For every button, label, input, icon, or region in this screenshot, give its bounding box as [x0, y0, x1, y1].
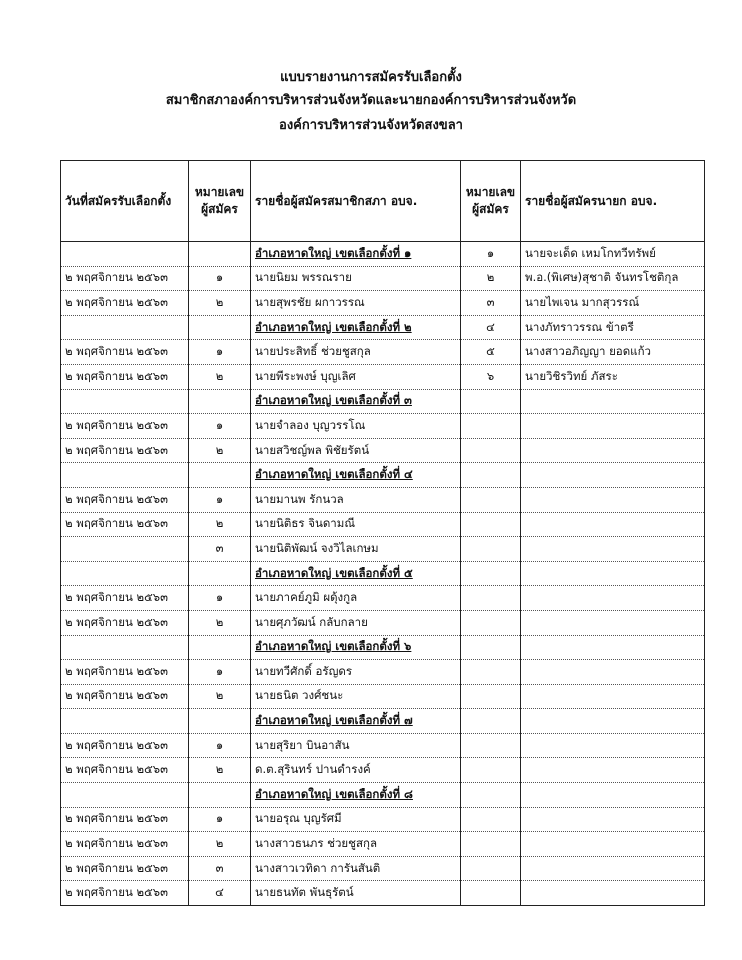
mayor-number-cell	[461, 733, 521, 758]
registration-date-cell	[61, 463, 189, 488]
district-heading-cell: อำเภอหาดใหญ่ เขตเลือกตั้งที่ ๕	[251, 561, 461, 586]
council-candidate-name-cell: นายนิยม พรรณราย	[251, 266, 461, 291]
council-candidate-name-cell: นายภาคย์ภูมิ ผดุ้งกูล	[251, 586, 461, 611]
mayor-candidate-name-cell	[521, 463, 705, 488]
registration-date-cell: ๒ พฤศจิกายน ๒๕๖๓	[61, 586, 189, 611]
council-number-cell: ๑	[189, 586, 251, 611]
header-council-candidates: รายชื่อผู้สมัครสมาชิกสภา อบจ.	[251, 161, 461, 242]
council-candidate-name-cell: นายนิติพัฒน์ จงวิไลเกษม	[251, 537, 461, 562]
registration-date-cell	[61, 315, 189, 340]
district-heading-cell: อำเภอหาดใหญ่ เขตเลือกตั้งที่ ๓	[251, 389, 461, 414]
mayor-candidate-name-cell	[521, 414, 705, 439]
district-heading-row	[61, 783, 705, 808]
mayor-number-cell	[461, 537, 521, 562]
mayor-number-cell	[461, 660, 521, 685]
header-council-candidate-number	[189, 161, 251, 242]
council-candidate-name-cell: นางสาวธนภร ช่วยชูสกุล	[251, 832, 461, 857]
district-heading-row	[61, 389, 705, 414]
council-number-cell: ๒	[189, 364, 251, 389]
mayor-candidate-name-cell	[521, 709, 705, 734]
council-number-cell	[189, 561, 251, 586]
registration-date-cell: ๒ พฤศจิกายน ๒๕๖๓	[61, 758, 189, 783]
mayor-candidate-name-cell: นางสาวอภิญญา ยอดแก้ว	[521, 340, 705, 365]
registration-date-cell: ๒ พฤศจิกายน ๒๕๖๓	[61, 438, 189, 463]
mayor-candidate-name-cell	[521, 512, 705, 537]
registration-date-cell: ๒ พฤศจิกายน ๒๕๖๓	[61, 487, 189, 512]
district-heading-cell: อำเภอหาดใหญ่ เขตเลือกตั้งที่ ๒	[251, 315, 461, 340]
council-number-cell: ๔	[189, 881, 251, 906]
mayor-number-cell	[461, 709, 521, 734]
council-number-cell: ๒	[189, 512, 251, 537]
mayor-candidate-name-cell	[521, 856, 705, 881]
mayor-number-cell	[461, 610, 521, 635]
table-row	[61, 291, 705, 316]
council-candidate-name-cell: นายธนทัต พันธุรัตน์	[251, 881, 461, 906]
district-heading-cell: อำเภอหาดใหญ่ เขตเลือกตั้งที่ ๖	[251, 635, 461, 660]
council-number-cell: ๑	[189, 340, 251, 365]
district-heading-cell: อำเภอหาดใหญ่ เขตเลือกตั้งที่ ๑	[251, 242, 461, 267]
council-number-cell	[189, 709, 251, 734]
mayor-number-cell	[461, 783, 521, 808]
council-number-cell: ๑	[189, 733, 251, 758]
header-mayor-candidate-number	[461, 161, 521, 242]
council-number-cell: ๑	[189, 660, 251, 685]
registration-date-cell: ๒ พฤศจิกายน ๒๕๖๓	[61, 684, 189, 709]
council-candidate-name-cell: นายศุภวัฒน์ กลับกลาย	[251, 610, 461, 635]
mayor-number-cell	[461, 807, 521, 832]
council-number-cell	[189, 635, 251, 660]
council-number-cell	[189, 242, 251, 267]
table-row	[61, 684, 705, 709]
council-candidate-name-cell: นายอรุณ บุญรัศมี	[251, 807, 461, 832]
council-number-cell	[189, 389, 251, 414]
mayor-number-cell	[461, 832, 521, 857]
table-row	[61, 266, 705, 291]
council-candidate-name-cell: นายพีระพงษ์ บุญเลิศ	[251, 364, 461, 389]
council-candidate-name-cell: นายทวีศักดิ์ อรัญดร	[251, 660, 461, 685]
mayor-candidate-name-cell	[521, 561, 705, 586]
registration-date-cell: ๒ พฤศจิกายน ๒๕๖๓	[61, 610, 189, 635]
table-row	[61, 881, 705, 906]
registration-date-cell	[61, 561, 189, 586]
report-subtitle: สมาชิกสภาองค์การบริหารส่วนจังหวัดและนายกองค์การบริหารส่วนจังหวัด	[165, 93, 577, 108]
registration-date-cell: ๒ พฤศจิกายน ๒๕๖๓	[61, 660, 189, 685]
header-number-label: หมายเลข	[465, 185, 516, 199]
mayor-number-cell	[461, 881, 521, 906]
mayor-candidate-name-cell	[521, 758, 705, 783]
table-row	[61, 660, 705, 685]
council-number-cell	[189, 315, 251, 340]
council-candidate-name-cell: นายประสิทธิ์ ช่วยชูสกุล	[251, 340, 461, 365]
council-number-cell: ๒	[189, 610, 251, 635]
mayor-candidate-name-cell	[521, 537, 705, 562]
council-number-cell: ๒	[189, 832, 251, 857]
table-row	[61, 586, 705, 611]
header-candidate-label: ผู้สมัคร	[201, 202, 238, 216]
mayor-candidate-name-cell	[521, 610, 705, 635]
district-heading-row	[61, 561, 705, 586]
council-candidate-name-cell: นายสวิชญ์พล พิชัยรัตน์	[251, 438, 461, 463]
council-number-cell	[189, 463, 251, 488]
mayor-candidate-name-cell	[521, 881, 705, 906]
mayor-candidate-name-cell	[521, 487, 705, 512]
table-row	[61, 733, 705, 758]
table-row	[61, 438, 705, 463]
mayor-candidate-name-cell	[521, 660, 705, 685]
registration-date-cell: ๒ พฤศจิกายน ๒๕๖๓	[61, 340, 189, 365]
council-number-cell	[189, 783, 251, 808]
mayor-number-cell: ๒	[461, 266, 521, 291]
mayor-number-cell	[461, 389, 521, 414]
header-candidate-label: ผู้สมัคร	[472, 202, 509, 216]
registration-date-cell	[61, 242, 189, 267]
organization-name: องค์การบริหารส่วนจังหวัดสงขลา	[279, 118, 463, 133]
table-row	[61, 856, 705, 881]
table-row	[61, 807, 705, 832]
mayor-candidate-name-cell: พ.อ.(พิเศษ)สุชาติ จันทรโชติกุล	[521, 266, 705, 291]
report-title: แบบรายงานการสมัครรับเลือกตั้ง	[280, 70, 462, 85]
mayor-candidate-name-cell	[521, 733, 705, 758]
registration-date-cell	[61, 635, 189, 660]
mayor-candidate-name-cell	[521, 807, 705, 832]
council-number-cell: ๓	[189, 537, 251, 562]
registration-date-cell: ๒ พฤศจิกายน ๒๕๖๓	[61, 364, 189, 389]
registration-date-cell	[61, 389, 189, 414]
district-heading-cell: อำเภอหาดใหญ่ เขตเลือกตั้งที่ ๘	[251, 783, 461, 808]
registration-date-cell: ๒ พฤศจิกายน ๒๕๖๓	[61, 733, 189, 758]
registration-date-cell: ๒ พฤศจิกายน ๒๕๖๓	[61, 291, 189, 316]
mayor-candidate-name-cell: นายจะเด็ด เหมโกทวีทรัพย์	[521, 242, 705, 267]
council-candidate-name-cell: นายสุริยา บินอาสัน	[251, 733, 461, 758]
council-number-cell: ๒	[189, 684, 251, 709]
mayor-number-cell: ๑	[461, 242, 521, 267]
mayor-candidate-name-cell	[521, 635, 705, 660]
mayor-number-cell: ๔	[461, 315, 521, 340]
mayor-candidate-name-cell: นางภัทราวรรณ ข้าตรี	[521, 315, 705, 340]
mayor-number-cell: ๕	[461, 340, 521, 365]
council-number-cell: ๑	[189, 487, 251, 512]
mayor-candidate-name-cell: นายวิชิรวิทย์ ภัสระ	[521, 364, 705, 389]
mayor-number-cell	[461, 438, 521, 463]
council-number-cell: ๑	[189, 414, 251, 439]
registration-date-cell	[61, 709, 189, 734]
table-row	[61, 537, 705, 562]
table-row	[61, 487, 705, 512]
mayor-number-cell	[461, 487, 521, 512]
mayor-number-cell: ๖	[461, 364, 521, 389]
mayor-candidate-name-cell	[521, 832, 705, 857]
mayor-candidate-name-cell: นายไพเจน มากสุวรรณ์	[521, 291, 705, 316]
council-candidate-name-cell: นายสุพรชัย ผกาวรรณ	[251, 291, 461, 316]
district-heading-cell: อำเภอหาดใหญ่ เขตเลือกตั้งที่ ๗	[251, 709, 461, 734]
table-row	[61, 364, 705, 389]
mayor-number-cell	[461, 463, 521, 488]
table-row	[61, 512, 705, 537]
registration-date-cell	[61, 783, 189, 808]
table-row	[61, 832, 705, 857]
council-candidate-name-cell: ด.ต.สุรินทร์ ปานดำรงค์	[251, 758, 461, 783]
registration-date-cell	[61, 537, 189, 562]
council-candidate-name-cell: นายมานพ รักนวล	[251, 487, 461, 512]
council-number-cell: ๑	[189, 807, 251, 832]
registration-date-cell: ๒ พฤศจิกายน ๒๕๖๓	[61, 414, 189, 439]
mayor-number-cell	[461, 635, 521, 660]
mayor-number-cell	[461, 561, 521, 586]
mayor-candidate-name-cell	[521, 438, 705, 463]
mayor-candidate-name-cell	[521, 684, 705, 709]
district-heading-row	[61, 635, 705, 660]
mayor-number-cell	[461, 856, 521, 881]
table-row	[61, 610, 705, 635]
council-number-cell: ๒	[189, 438, 251, 463]
mayor-number-cell	[461, 586, 521, 611]
header-registration-date: วันที่สมัครรับเลือกตั้ง	[61, 161, 189, 242]
mayor-number-cell	[461, 758, 521, 783]
registration-date-cell: ๒ พฤศจิกายน ๒๕๖๓	[61, 832, 189, 857]
registration-date-cell: ๒ พฤศจิกายน ๒๕๖๓	[61, 856, 189, 881]
council-number-cell: ๒	[189, 758, 251, 783]
table-row	[61, 758, 705, 783]
registration-date-cell: ๒ พฤศจิกายน ๒๕๖๓	[61, 266, 189, 291]
registration-date-cell: ๒ พฤศจิกายน ๒๕๖๓	[61, 512, 189, 537]
council-number-cell: ๓	[189, 856, 251, 881]
district-heading-row	[61, 709, 705, 734]
registration-date-cell: ๒ พฤศจิกายน ๒๕๖๓	[61, 807, 189, 832]
table-row	[61, 414, 705, 439]
mayor-candidate-name-cell	[521, 389, 705, 414]
registration-date-cell: ๒ พฤศจิกายน ๒๕๖๓	[61, 881, 189, 906]
district-heading-row	[61, 315, 705, 340]
district-heading-row	[61, 242, 705, 267]
council-number-cell: ๑	[189, 266, 251, 291]
mayor-candidate-name-cell	[521, 586, 705, 611]
mayor-candidate-name-cell	[521, 783, 705, 808]
mayor-number-cell: ๓	[461, 291, 521, 316]
council-candidate-name-cell: นายจำลอง บุญวรรโณ	[251, 414, 461, 439]
table-header-row	[61, 161, 705, 242]
council-candidate-name-cell: นางสาวเวทิดา การันสันติ	[251, 856, 461, 881]
header-number-label: หมายเลข	[194, 185, 245, 199]
mayor-number-cell	[461, 684, 521, 709]
header-mayor-candidates: รายชื่อผู้สมัครนายก อบจ.	[521, 161, 705, 242]
district-heading-cell: อำเภอหาดใหญ่ เขตเลือกตั้งที่ ๔	[251, 463, 461, 488]
mayor-number-cell	[461, 414, 521, 439]
table-row	[61, 340, 705, 365]
council-candidate-name-cell: นายนิติธร จินดามณี	[251, 512, 461, 537]
candidate-registration-table	[60, 160, 705, 906]
council-candidate-name-cell: นายธนิต วงศ์ชนะ	[251, 684, 461, 709]
council-number-cell: ๒	[189, 291, 251, 316]
district-heading-row	[61, 463, 705, 488]
mayor-number-cell	[461, 512, 521, 537]
